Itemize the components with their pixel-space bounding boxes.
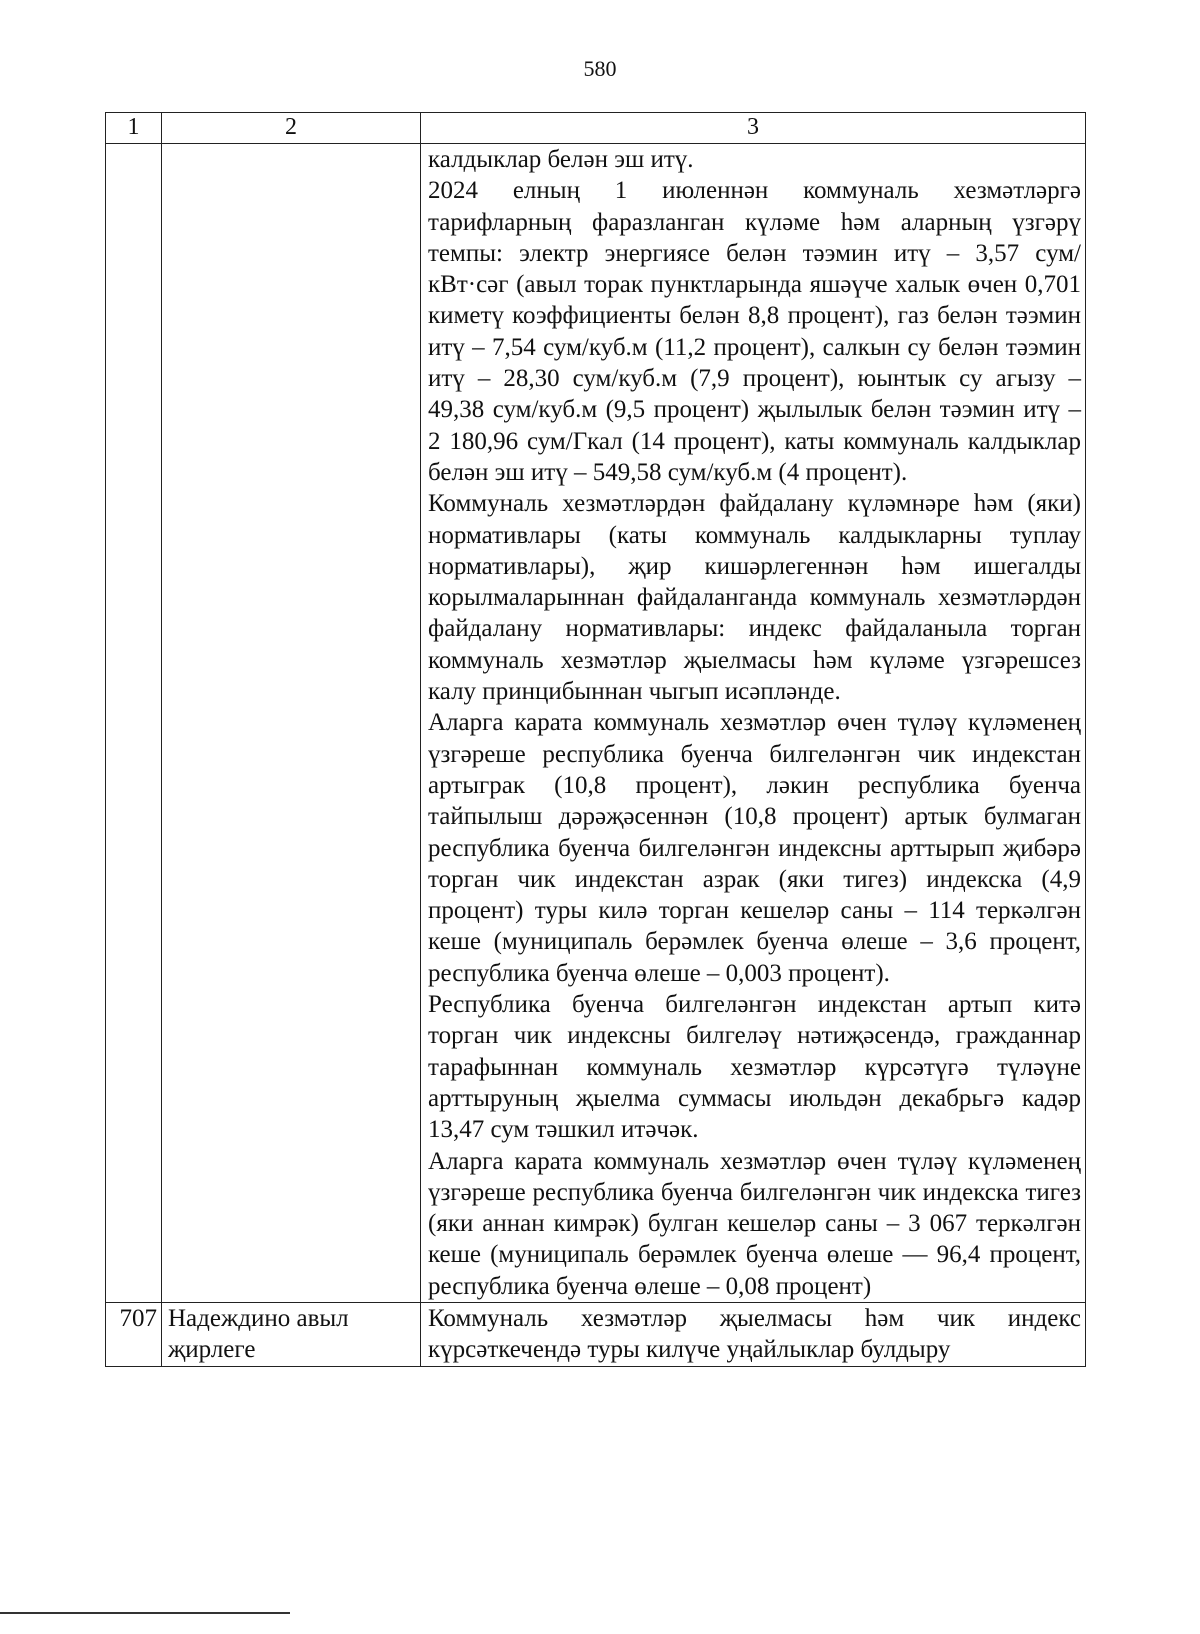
paragraph: Аларга карата коммуналь хезмәтләр өчен түләү күләменең үзгәреше республика буенча билгеләнгән чик индекстан артыграк (10,8 процент), ләкин республика буенча тайпылыш дәрәҗәсеннән (10,8 процент) артык булмаган республика буенча билгеләнгән индексны арттырып җибәрә торган чик индекстан азрак (яки тигез) индекска (4,9 процент) туры килә торган кешеләр саны – 114 теркәлгән кеше (муниципаль берәмлек буенча өлеше – 3,6 процент, республика буенча өлеше – 0,003 процент).: [428, 709, 1081, 987]
column-header-1: 1: [106, 113, 162, 144]
header-row: [106, 113, 1086, 144]
footnote-divider: [0, 1612, 290, 1614]
paragraph: 2024 елның 1 июленнән коммуналь хезмәтләргә тарифларның фаразланган күләме һәм аларның үзгәрү темпы: электр энергиясе белән тәэмин итү – 3,57 сум/кВт·сәг (авыл торак пунктларында яшәүче халык өчен 0,701 киметү коэффициенты белән 8,8 процент), газ белән тәэмин итү – 7,54 сум/куб.м (11,2 процент), салкын су белән тәэмин итү – 28,30 сум/куб.м (7,9 процент), юынтык су агызу – 49,38 сум/куб.м (9,5 процент) җылылык белән тәэмин итү – 2 180,96 сум/Гкал (14 процент), каты коммуналь калдыклар белән эш итү – 549,58 сум/куб.м (4 процент).: [428, 177, 1081, 486]
municipality-name: [162, 144, 421, 1303]
municipal-index-table: [105, 112, 1086, 1367]
row-number: 707: [106, 1302, 162, 1366]
description-cell: [421, 1302, 1086, 1366]
paragraph: калдыклар белән эш итү.: [428, 146, 694, 173]
paragraph: Республика буенча билгеләнгән индекстан артып китә торган чик индексны билгеләү нәтиҗәсендә, гражданнар тарафыннан коммуналь хезмәтләр күрсәтүгә түләүне арттыруның җыелма суммасы июльдән декабрьгә кадәр 13,47 сум тәшкил итәчәк.: [428, 991, 1081, 1144]
paragraph: Аларга карата коммуналь хезмәтләр өчен түләү күләменең үзгәреше республика буенча билгеләнгән чик индекска тигез (яки аннан кимрәк) булган кешеләр саны – 3 067 теркәлгән кеше (муниципаль берәмлек буенча өлеше — 96,4 процент, республика буенча өлеше – 0,08 процент): [428, 1147, 1081, 1300]
municipality-name: Надеждино авыл җирлеге: [162, 1302, 421, 1366]
description-cell: [421, 144, 1086, 1303]
table-row: [106, 144, 1086, 1303]
paragraph: Коммуналь хезмәтләр җыелмасы һәм чик индекс күрсәткечендә туры килүче уңайлыклар булдыру: [428, 1304, 1081, 1364]
paragraph: Коммуналь хезмәтләрдән файдалану күләмнәре һәм (яки) нормативлары (каты коммуналь калдыкларны туплау нормативлары), җир кишәрлегеннән һәм ишегалды корылмаларыннан файдаланганда коммуналь хезмәтләрдән файдалану нормативлары: индекс файдаланыла торган коммуналь хезмәтләр җыелмасы һәм күләме үзгәрешсез калу принцибыннан чыгып исәпләнде.: [428, 490, 1081, 706]
column-header-3: 3: [421, 113, 1086, 144]
table-row: [106, 1302, 1086, 1366]
page-number: 580: [583, 56, 617, 81]
row-number: [106, 144, 162, 1303]
column-header-2: 2: [162, 113, 421, 144]
